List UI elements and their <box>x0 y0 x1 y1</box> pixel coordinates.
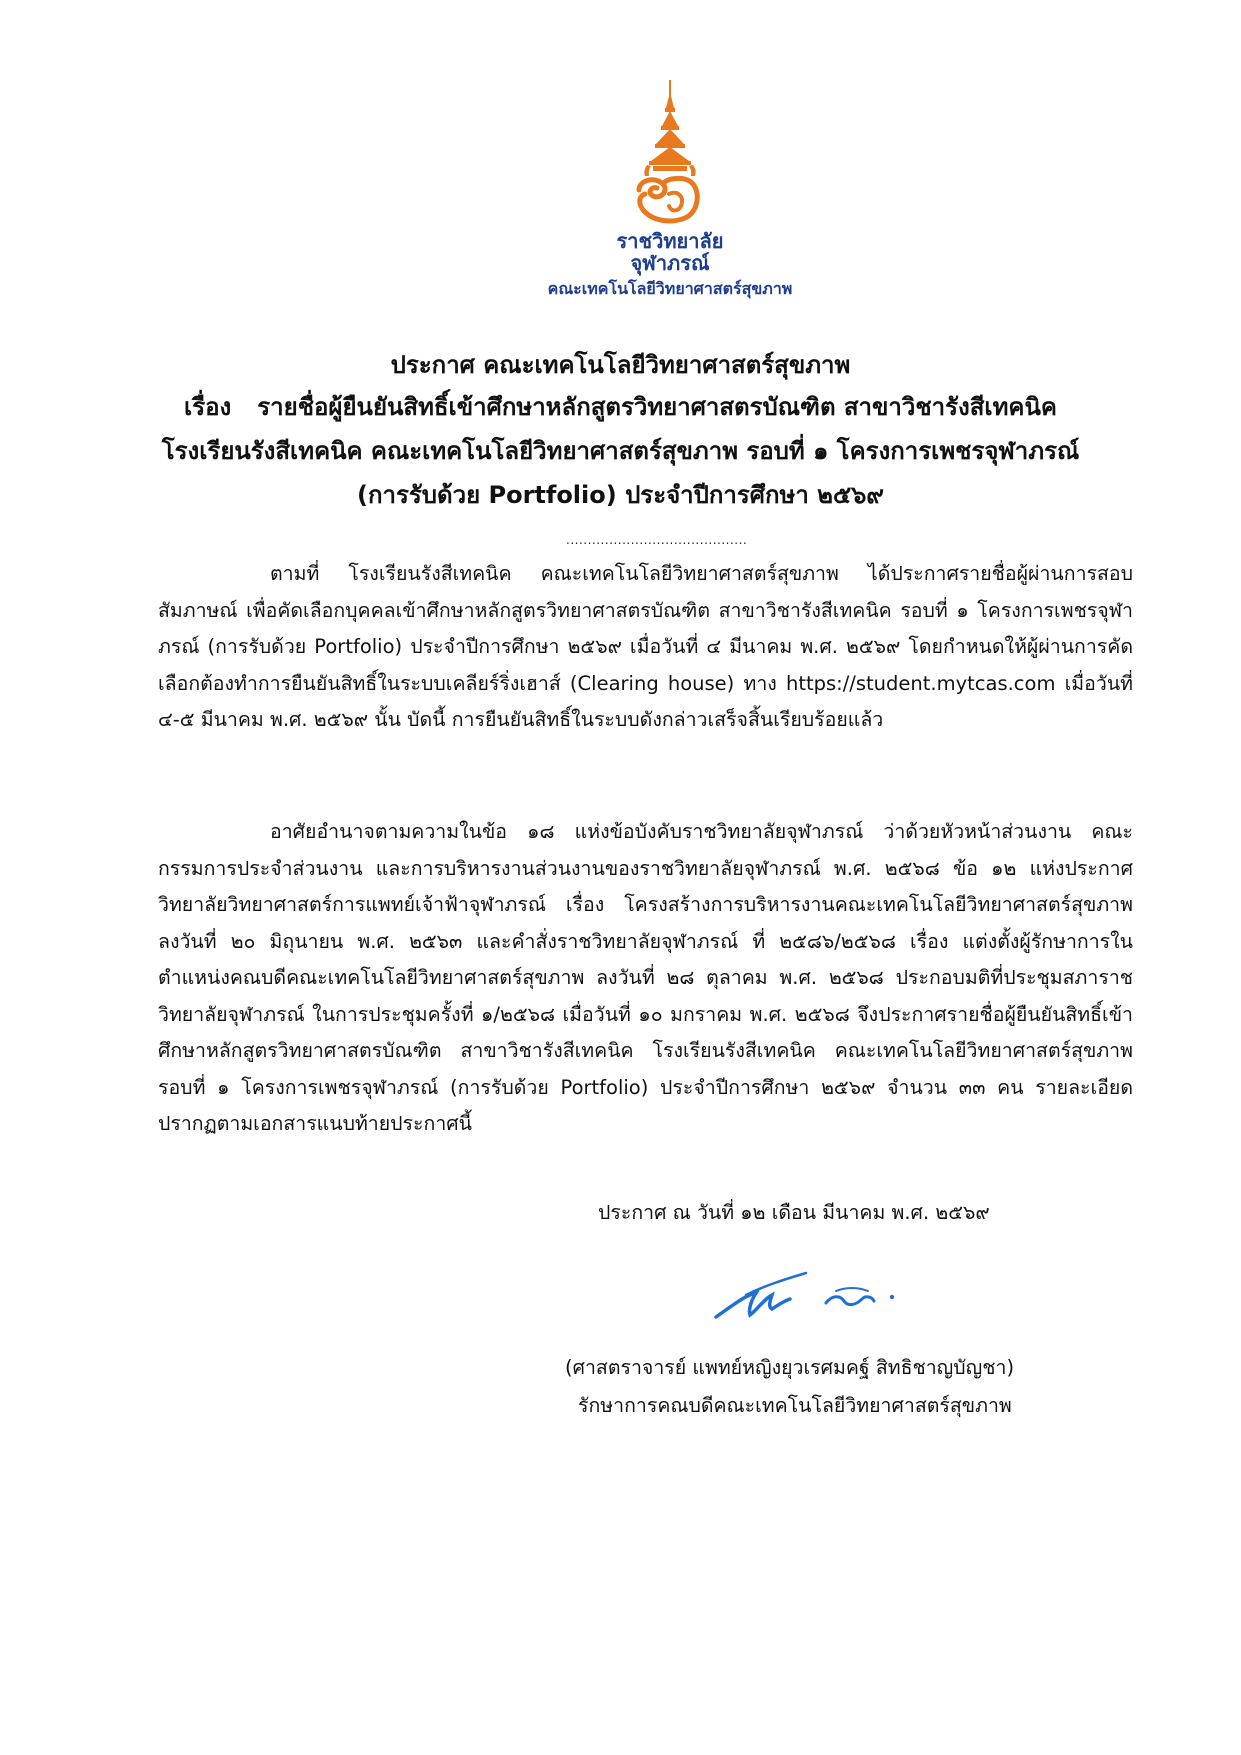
body-paragraph-2: อาศัยอำนาจตามความในข้อ ๑๘ แห่งข้อบังคับราชวิทยาลัยจุฬาภรณ์ ว่าด้วยหัวหน้าส่วนงาน คณะกรรมการประจำส่วนงาน และการบริหารงานส่วนงานของราชวิทยาลัยจุฬาภรณ์ พ.ศ. ๒๕๖๘ ข้อ ๑๒ แห่งประกาศวิทยาลัยวิทยาศาสตร์การแพทย์เจ้าฟ้าจุฬาภรณ์ เรื่อง โครงสร้างการบริหารงานคณะเทคโนโลยีวิทยาศาสตร์สุขภาพ ลงวันที่ ๒๐ มิถุนายน พ.ศ. ๒๕๖๓ และคำสั่งราชวิทยาลัยจุฬาภรณ์ ที่ ๒๕๘๖/๒๕๖๘ เรื่อง แต่งตั้งผู้รักษาการในตำแหน่งคณบดีคณะเทคโนโลยีวิทยาศาสตร์สุขภาพ ลงวันที่ ๒๘ ตุลาคม พ.ศ. ๒๕๖๘ ประกอบมติที่ประชุมสภาราชวิทยาลัยจุฬาภรณ์ ในการประชุมครั้งที่ ๑/๒๕๖๘ เมื่อวันที่ ๑๐ มกราคม พ.ศ. ๒๕๖๘ จึงประกาศรายชื่อผู้ยืนยันสิทธิ์เข้าศึกษาหลักสูตรวิทยาศาสตรบัณฑิต สาขาวิชารังสีเทคนิค โรงเรียนรังสีเทคนิค คณะเทคโนโลยีวิทยาศาสตร์สุขภาพ รอบที่ ๑ โครงการเพชรจุฬาภรณ์ (การรับด้วย Portfolio) ประจำปีการศึกษา ๒๕๖๙ จำนวน ๓๓ คน รายละเอียดปรากฏตามเอกสารแนบท้ายประกาศนี้ <box>158 820 1133 1135</box>
announcement-title: ประกาศ คณะเทคโนโลยีวิทยาศาสตร์สุขภาพ <box>390 351 851 379</box>
signer-title: รักษาการคณบดีคณะเทคโนโลยีวิทยาศาสตร์สุขภาพ <box>578 1394 1012 1417</box>
announcement-date: ประกาศ ณ วันที่ ๑๒ เดือน มีนาคม พ.ศ. ๒๕๖๙ <box>598 1201 990 1224</box>
subject-label: เรื่อง <box>184 393 232 421</box>
royal-emblem-icon <box>625 78 715 230</box>
separator: .......................................... <box>566 533 748 547</box>
subject-line1: รายชื่อผู้ยืนยันสิทธิ์เข้าศึกษาหลักสูตรวิทยาศาสตรบัณฑิต สาขาวิชารังสีเทคนิค <box>257 393 1057 421</box>
signature-icon <box>706 1255 926 1335</box>
subject-line2: โรงเรียนรังสีเทคนิค คณะเทคโนโลยีวิทยาศาสตร์สุขภาพ รอบที่ ๑ โครงการเพชรจุฬาภรณ์ <box>161 437 1080 465</box>
institution-logo <box>520 78 820 300</box>
subject-line3: (การรับด้วย Portfolio) ประจำปีการศึกษา ๒๕๖๙ <box>357 481 884 509</box>
logo-text-line2: จุฬาภรณ์ <box>630 251 710 275</box>
logo-text-line3: คณะเทคโนโลยีวิทยาศาสตร์สุขภาพ <box>547 279 793 298</box>
signer-name: (ศาสตราจารย์ แพทย์หญิงยุวเรศมคฐ์ สิทธิชาญบัญชา) <box>565 1356 1015 1379</box>
announcement-subject <box>100 387 1141 426</box>
body-paragraph-1: ตามที่ โรงเรียนรังสีเทคนิค คณะเทคโนโลยีวิทยาศาสตร์สุขภาพ ได้ประกาศรายชื่อผู้ผ่านการสอบสัมภาษณ์ เพื่อคัดเลือกบุคคลเข้าศึกษาหลักสูตรวิทยาศาสตรบัณฑิต สาขาวิชารังสีเทคนิค รอบที่ ๑ โครงการเพชรจุฬาภรณ์ (การรับด้วย Portfolio) ประจำปีการศึกษา ๒๕๖๙ เมื่อวันที่ ๔ มีนาคม พ.ศ. ๒๕๖๙ โดยกำหนดให้ผู้ผ่านการคัดเลือกต้องทำการยืนยันสิทธิ์ในระบบเคลียร์ริ่งเฮาส์ (Clearing house) ทาง https://student.mytcas.com เมื่อวันที่ ๔-๕ มีนาคม พ.ศ. ๒๕๖๙ นั้น บัดนี้ การยืนยันสิทธิ์ในระบบดังกล่าวเสร็จสิ้นเรียบร้อยแล้ว <box>158 562 1133 731</box>
logo-text-line1: ราชวิทยาลัย <box>616 229 724 253</box>
